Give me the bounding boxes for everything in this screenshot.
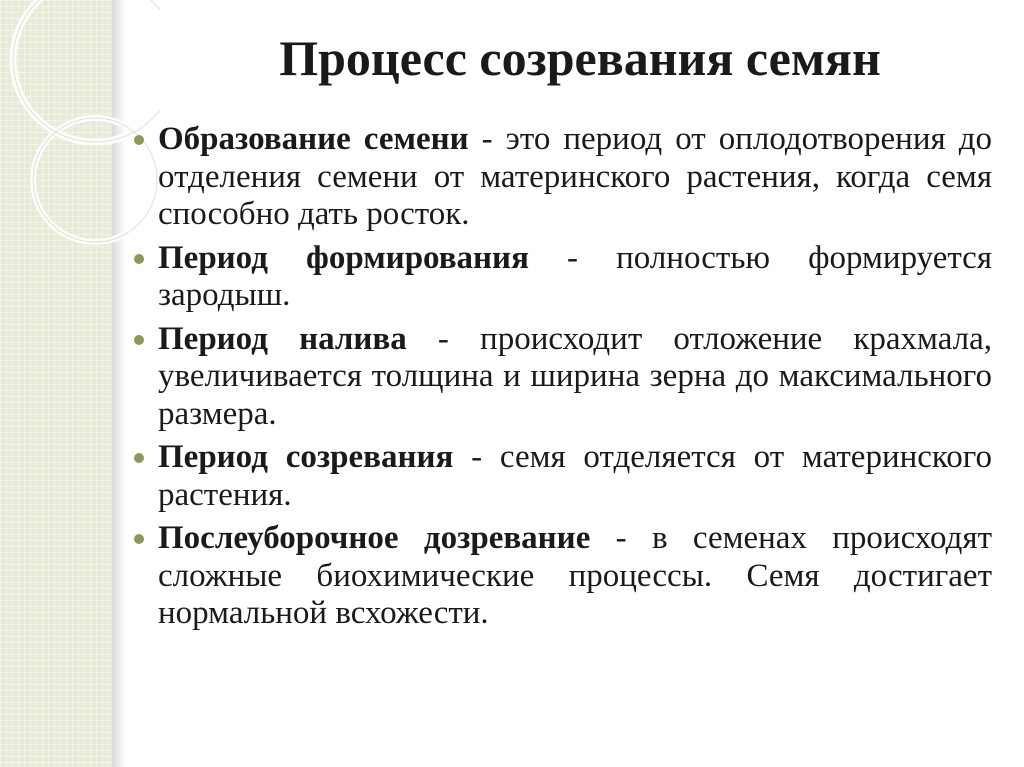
bullet-text: - семя отделяется от материнского растения.	[158, 439, 992, 513]
bullet-term: Период созревания	[158, 439, 454, 475]
bullet-term: Послеуборочное дозревание	[158, 520, 591, 556]
bullet-icon	[134, 453, 144, 463]
bullet-item-filling-period	[128, 321, 992, 434]
slide-title: Процесс созревания семян	[279, 30, 881, 86]
bullet-item-formation-period	[128, 240, 992, 315]
bullet-text: - это период от оплодотворения до отделения семени от материнского растения, когда семя способно дать росток.	[158, 121, 992, 232]
bullet-icon	[134, 135, 144, 145]
bullet-text: - происходит отложение крахмала, увеличивается толщина и ширина зерна до максимального размера.	[158, 320, 993, 432]
bullet-list	[128, 121, 992, 639]
bullet-term: Образование семени	[158, 121, 469, 157]
bullet-text: - полностью формируется зародыш.	[158, 239, 992, 313]
bullet-text: - в семенах происходят сложные биохимические процессы. Семя достигает нормальной всхожести.	[158, 520, 992, 631]
bullet-term: Период формирования	[158, 239, 529, 276]
bullet-term: Период налива	[158, 320, 407, 357]
bullet-icon	[134, 534, 144, 544]
bullet-item-post-harvest-ripening	[128, 520, 992, 633]
bullet-item-seed-formation	[128, 121, 992, 234]
bullet-icon	[134, 254, 144, 264]
bullet-item-maturation-period	[128, 439, 992, 514]
bullet-icon	[134, 335, 144, 345]
